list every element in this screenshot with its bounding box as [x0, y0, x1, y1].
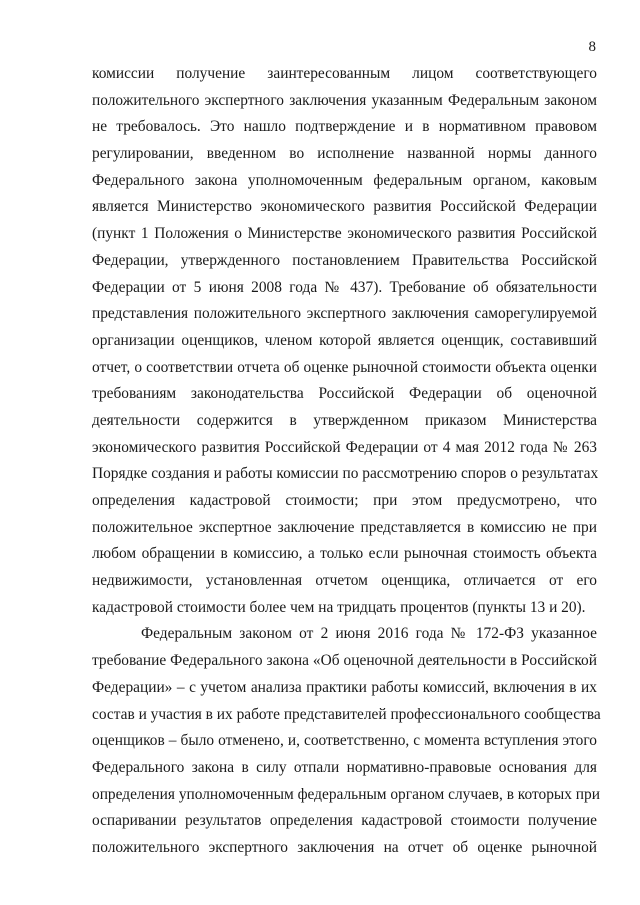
paragraph-1 [92, 61, 597, 621]
text-line: кадастровой стоимости более чем на тридцать процентов (пункты 13 и 20). [92, 598, 586, 616]
text-line: положительного экспертного заключения указанным Федеральным законом [92, 91, 597, 109]
text-line: Порядке создания и работы комиссии по рассмотрению споров о результатах [92, 465, 599, 483]
text-line: деятельности содержится в утвержденном приказом Министерства [92, 411, 597, 429]
text-line: является Министерство экономического развития Российской Федерации [92, 198, 597, 216]
text-line: Федерального закона в силу отпали нормативно-правовые основания для [92, 758, 597, 776]
text-line: (пункт 1 Положения о Министерстве экономического развития Российской [92, 225, 597, 243]
text-line: состав и участия в их работе представителей профессионального сообщества [92, 705, 601, 723]
text-line: экономического развития Российской Федерации от 4 мая 2012 года № 263 [92, 438, 597, 456]
paragraph-2 [92, 621, 601, 861]
text-line: организации оценщиков, членом которой является оценщик, составивший [92, 331, 597, 349]
text-line: регулировании, введенном во исполнение названной нормы данного [92, 145, 597, 163]
text-line: Федерального закона уполномоченным федеральным органом, каковым [92, 171, 597, 189]
text-line: Федерации, утвержденного постановлением Правительства Российской [92, 251, 597, 269]
text-line: оценщиков – было отменено, и, соответственно, с момента вступления этого [92, 732, 597, 750]
text-line: положительное экспертное заключение представляется в комиссию не при [92, 518, 597, 536]
text-line: недвижимости, установленная отчетом оценщика, отличается от его [92, 572, 597, 590]
text-line: определения кадастровой стоимости; при этом предусмотрено, что [92, 492, 597, 509]
text-line: Федерации» – с учетом анализа практики работы комиссий, включения в их [92, 678, 597, 696]
text-line: требованиям законодательства Российской Федерации об оценочной [92, 385, 597, 403]
text-line: отчет, о соответствии отчета об оценке рыночной стоимости объекта оценки [92, 358, 597, 376]
text-line: определения уполномоченным федеральным органом случаев, в которых при [92, 785, 600, 803]
text-line: комиссии получение заинтересованным лицом соответствующего [92, 65, 597, 82]
body-text [92, 61, 601, 862]
page-number: 8 [588, 39, 596, 55]
text-line: положительного экспертного заключения на отчет об оценке рыночной [92, 838, 597, 856]
text-line: не требовалось. Это нашло подтверждение и в нормативном правовом [92, 118, 597, 136]
text-line: Федерации от 5 июня 2008 года № 437). Требование об обязательности [92, 278, 597, 296]
text-line: представления положительного экспертного заключения саморегулируемой [92, 305, 597, 323]
text-line: любом обращении в комиссию, а только если рыночная стоимость объекта [92, 545, 597, 563]
text-line: требование Федерального закона «Об оценочной деятельности в Российской [92, 652, 597, 670]
text-line: Федеральным законом от 2 июня 2016 года № 172-ФЗ указанное [141, 625, 597, 643]
text-line: оспаривании результатов определения кадастровой стоимости получение [92, 812, 597, 830]
